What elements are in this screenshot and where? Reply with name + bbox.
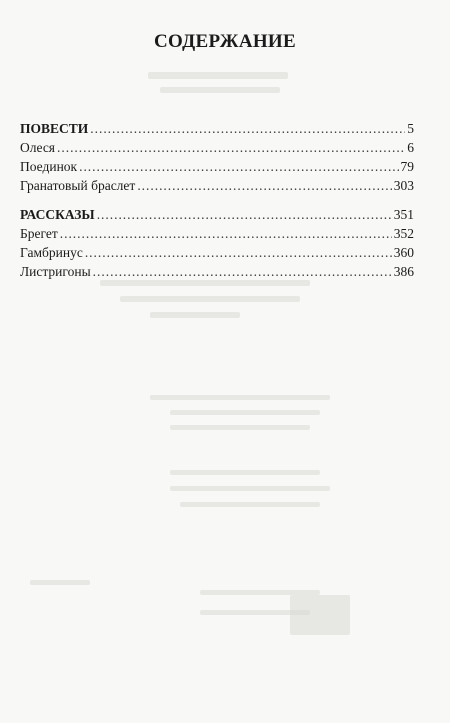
bleed-through-mark [290,595,350,635]
toc-page-number: 360 [393,245,414,260]
toc-heading[interactable] [20,119,414,138]
dot-leader [57,138,405,157]
toc-entry[interactable] [20,262,414,281]
bleed-through-mark [170,410,320,415]
toc-entry-label: Листригоны [20,264,91,279]
toc-page-number: 352 [393,226,414,241]
toc-section-povesti [20,119,414,195]
dot-leader [93,262,392,281]
toc-page-number: 79 [400,159,414,174]
dot-leader [85,243,392,262]
toc-entry-label: Гранатовый браслет [20,178,136,193]
dot-leader [97,205,392,224]
toc-entry-label: Поединок [20,159,78,174]
toc-page-number: 303 [393,178,414,193]
bleed-through-mark [170,486,330,491]
toc-entry[interactable] [20,157,414,176]
toc-entry-label: Брегет [20,226,58,241]
dot-leader [90,119,405,138]
bleed-through-mark [170,425,310,430]
toc-heading-label: РАССКАЗЫ [20,207,95,222]
bleed-through-mark [180,502,320,507]
dot-leader [137,176,391,195]
toc-section-rasskazy [20,205,414,281]
toc-page-number: 6 [407,140,414,155]
bleed-through-mark [170,470,320,475]
toc-page-number: 5 [407,121,414,136]
toc-heading-label: ПОВЕСТИ [20,121,89,136]
bleed-through-mark [120,296,300,302]
toc-entry-label: Олеся [20,140,56,155]
bleed-through-mark [148,72,288,79]
dot-leader [79,157,398,176]
toc-heading[interactable] [20,205,414,224]
bleed-through-mark [150,312,240,318]
toc-entry-label: Гамбринус [20,245,83,260]
toc-page-number: 386 [393,264,414,279]
toc-entry[interactable] [20,138,414,157]
toc-entry[interactable] [20,176,414,195]
toc-entry[interactable] [20,224,414,243]
bleed-through-mark [160,87,280,93]
page-title: СОДЕРЖАНИЕ [154,31,296,52]
toc-entry[interactable] [20,243,414,262]
toc-page-number: 351 [393,207,414,222]
bleed-through-mark [150,395,330,400]
bleed-through-mark [30,580,90,585]
dot-leader [60,224,392,243]
